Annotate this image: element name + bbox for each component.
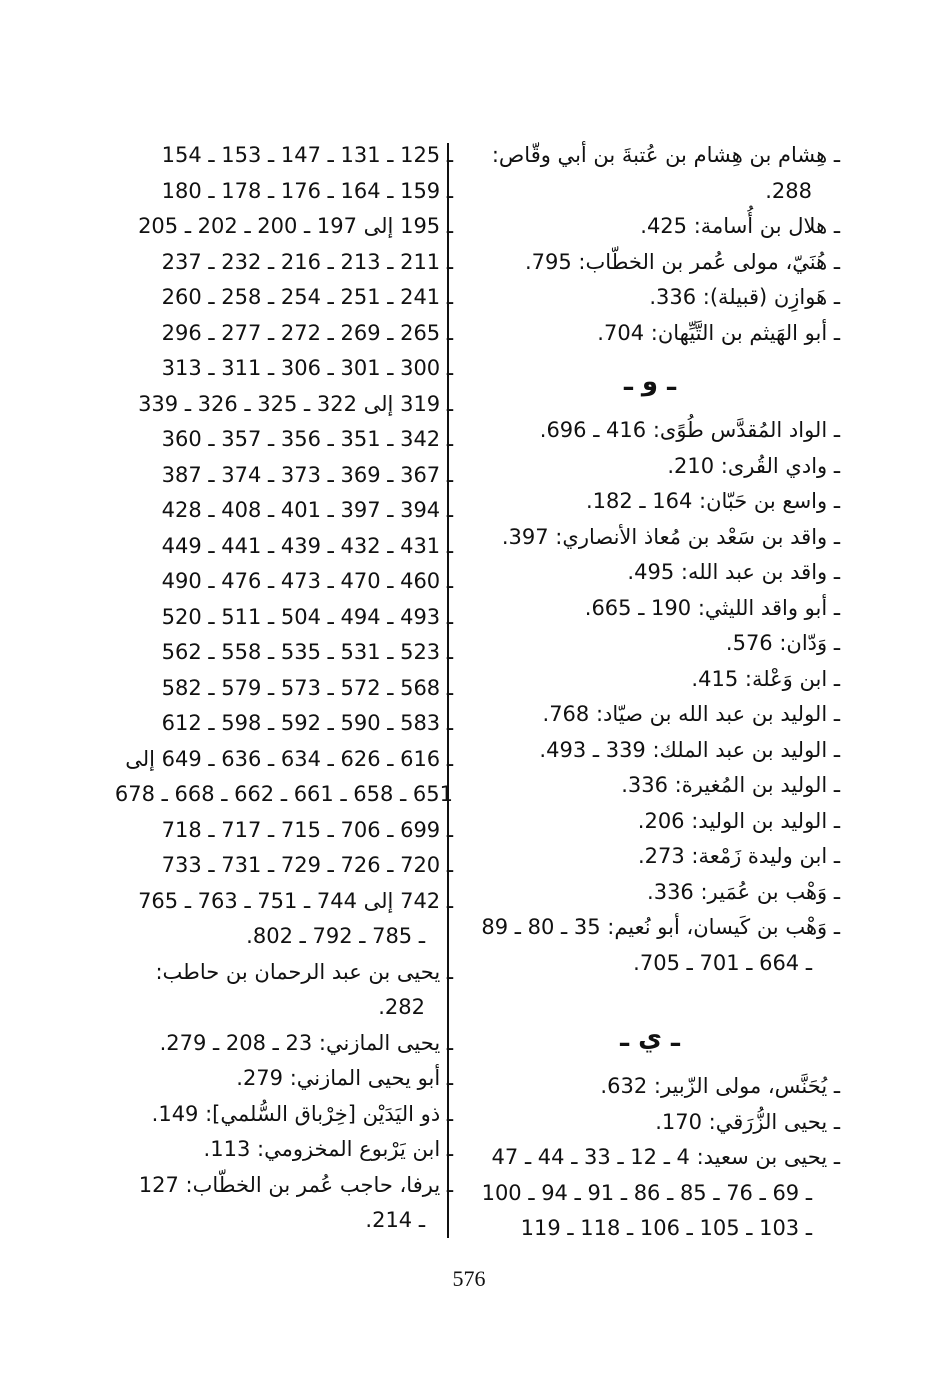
letter-heading-ya: ـ ي ـ	[620, 1023, 680, 1053]
page-numbers-line: ـ 699 ـ 706 ـ 715 ـ 717 ـ 718	[161, 817, 453, 842]
page-numbers-line: ـ 583 ـ 590 ـ 592 ـ 598 ـ 612	[161, 711, 453, 735]
index-entry: ـ وَهْب بن عُمَير: 336.	[647, 879, 840, 904]
index-entry: ـ ذو اليَدَيْن [خِرْباق السُّلمي]: 149.	[151, 1101, 453, 1126]
index-entry: ـ يحيى بن سعيد: 4 ـ 12 ـ 33 ـ 44 ـ 47	[491, 1145, 840, 1169]
page-numbers-line: ـ 616 ـ 626 ـ 634 ـ 636 ـ 649 إلى	[125, 746, 453, 771]
page-numbers-line: ـ 319 إلى 322 ـ 325 ـ 326 ـ 339	[138, 391, 453, 416]
page-numbers-line: ـ 342 ـ 351 ـ 356 ـ 357 ـ 360	[161, 427, 453, 451]
page-numbers-line: ـ 241 ـ 251 ـ 254 ـ 258 ـ 260	[161, 285, 453, 309]
index-entry: ـ أبو الهَيثم بن التَّيِّهان: 704.	[597, 320, 840, 345]
page-numbers-line: ـ 367 ـ 369 ـ 373 ـ 374 ـ 387	[161, 462, 453, 487]
left-column	[55, 138, 453, 1239]
index-entry: ـ الوليد بن عبد الملك: 339 ـ 493.	[539, 737, 840, 762]
page-numbers-line: ـ 265 ـ 269 ـ 272 ـ 277 ـ 296	[161, 320, 453, 345]
right-column	[460, 138, 840, 1247]
index-entry: ـ واقد بن سَعْد بن مُعاذ الأنصاري: 397.	[501, 524, 840, 549]
letter-heading-waw: ـ و ـ	[623, 367, 677, 397]
page-numbers-line: ـ 523 ـ 531 ـ 535 ـ 558 ـ 562	[161, 640, 453, 664]
index-entry-continuation: ـ 214.	[365, 1208, 425, 1232]
page-numbers-line: ـ 159 ـ 164 ـ 176 ـ 178 ـ 180	[161, 178, 453, 203]
page-numbers-line: ـ 211 ـ 213 ـ 216 ـ 232 ـ 237	[161, 249, 453, 274]
page-numbers-line: ـ 300 ـ 301 ـ 306 ـ 311 ـ 313	[161, 356, 453, 380]
page-numbers-line: ـ 568 ـ 572 ـ 573 ـ 579 ـ 582	[161, 675, 453, 700]
index-entry: ـ الوليد بن المُغيرة: 336.	[621, 773, 840, 797]
index-entry: ـ وادي القُرى: 210.	[667, 453, 840, 478]
index-entry: ـ ابن وَعْلة: 415.	[691, 666, 840, 691]
index-entry: ـ هلال بن أُسامة: 425.	[640, 214, 840, 238]
page-numbers-line: ـ 431 ـ 432 ـ 439 ـ 441 ـ 449	[161, 533, 453, 558]
index-entry-continuation: 282.	[378, 995, 425, 1019]
index-entry: ـ الوليد بن عبد الله بن صيّاد: 768.	[542, 702, 840, 726]
index-entry: ـ وَهْب بن كَيسان، أبو نُعيم: 35 ـ 80 ـ 89	[481, 915, 840, 939]
page-numbers-line: ـ 195 إلى 197 ـ 200 ـ 202 ـ 205	[138, 214, 453, 238]
index-entry: ـ يُحَنَّس، مولى الزّبير: 632.	[600, 1074, 840, 1098]
index-entry: ـ هُنَيّ، مولى عُمر بن الخطّاب: 795.	[524, 249, 840, 274]
page-numbers-line: ـ 720 ـ 726 ـ 729 ـ 731 ـ 733	[161, 853, 453, 877]
page-numbers-line: 651 ـ 658 ـ 661 ـ 662 ـ 668 ـ 678	[114, 782, 453, 806]
index-entry: ـ أبو يحيى المازني: 279.	[236, 1066, 453, 1090]
index-entry: ـ هِشام بن هِشام بن عُتبةَ بن أبي وقّاص:	[491, 143, 840, 167]
index-entry: ـ يرفا، حاجب عُمر بن الخطّاب: 127	[138, 1172, 453, 1197]
index-entry: ـ ابن وليدة زَمْعة: 273.	[637, 844, 840, 868]
index-entry-continuation: ـ 69 ـ 76 ـ 85 ـ 86 ـ 91 ـ 94 ـ 100	[481, 1180, 812, 1205]
index-entry: ـ واسع بن حَبّان: 164 ـ 182.	[585, 489, 840, 513]
index-entry: ـ الوليد بن الوليد: 206.	[637, 808, 840, 833]
index-entry-continuation: ـ 103 ـ 105 ـ 106 ـ 118 ـ 119	[520, 1216, 812, 1240]
index-entry: ـ ابن يَرْبوع المخزومي: 113.	[203, 1137, 453, 1161]
index-entry-continuation: ـ 664 ـ 701 ـ 705.	[633, 950, 812, 975]
index-entry-continuation: 288.	[765, 178, 812, 203]
index-entry: ـ هَوازِن (قبيلة): 336.	[649, 285, 840, 309]
page-numbers-line: ـ 785 ـ 792 ـ 802.	[246, 924, 425, 948]
index-entry: ـ الواد المُقدَّس طُوًى: 416 ـ 696.	[539, 418, 840, 442]
index-entry: ـ يحيى الزُّرَقي: 170.	[655, 1109, 840, 1134]
page-numbers-line: ـ 742 إلى 744 ـ 751 ـ 763 ـ 765	[138, 888, 453, 913]
index-entry: ـ واقد بن عبد الله: 495.	[627, 560, 840, 584]
index-entry: ـ يحيى المازني: 23 ـ 208 ـ 279.	[159, 1030, 453, 1055]
page-numbers-line: ـ 493 ـ 494 ـ 504 ـ 511 ـ 520	[161, 604, 453, 629]
page-numbers-line: ـ 394 ـ 397 ـ 401 ـ 408 ـ 428	[161, 498, 453, 522]
index-entry: ـ يحيى بن عبد الرحمان بن حاطب:	[155, 959, 453, 984]
index-entry: ـ وَدّان: 576.	[725, 631, 840, 655]
index-entry: ـ أبو واقد الليثي: 190 ـ 665.	[584, 595, 840, 620]
page-numbers-line: ـ 460 ـ 470 ـ 473 ـ 476 ـ 490	[161, 569, 453, 593]
page-numbers-line: ـ 125 ـ 131 ـ 147 ـ 153 ـ 154	[161, 143, 453, 167]
page-number: 576	[452, 1266, 486, 1291]
